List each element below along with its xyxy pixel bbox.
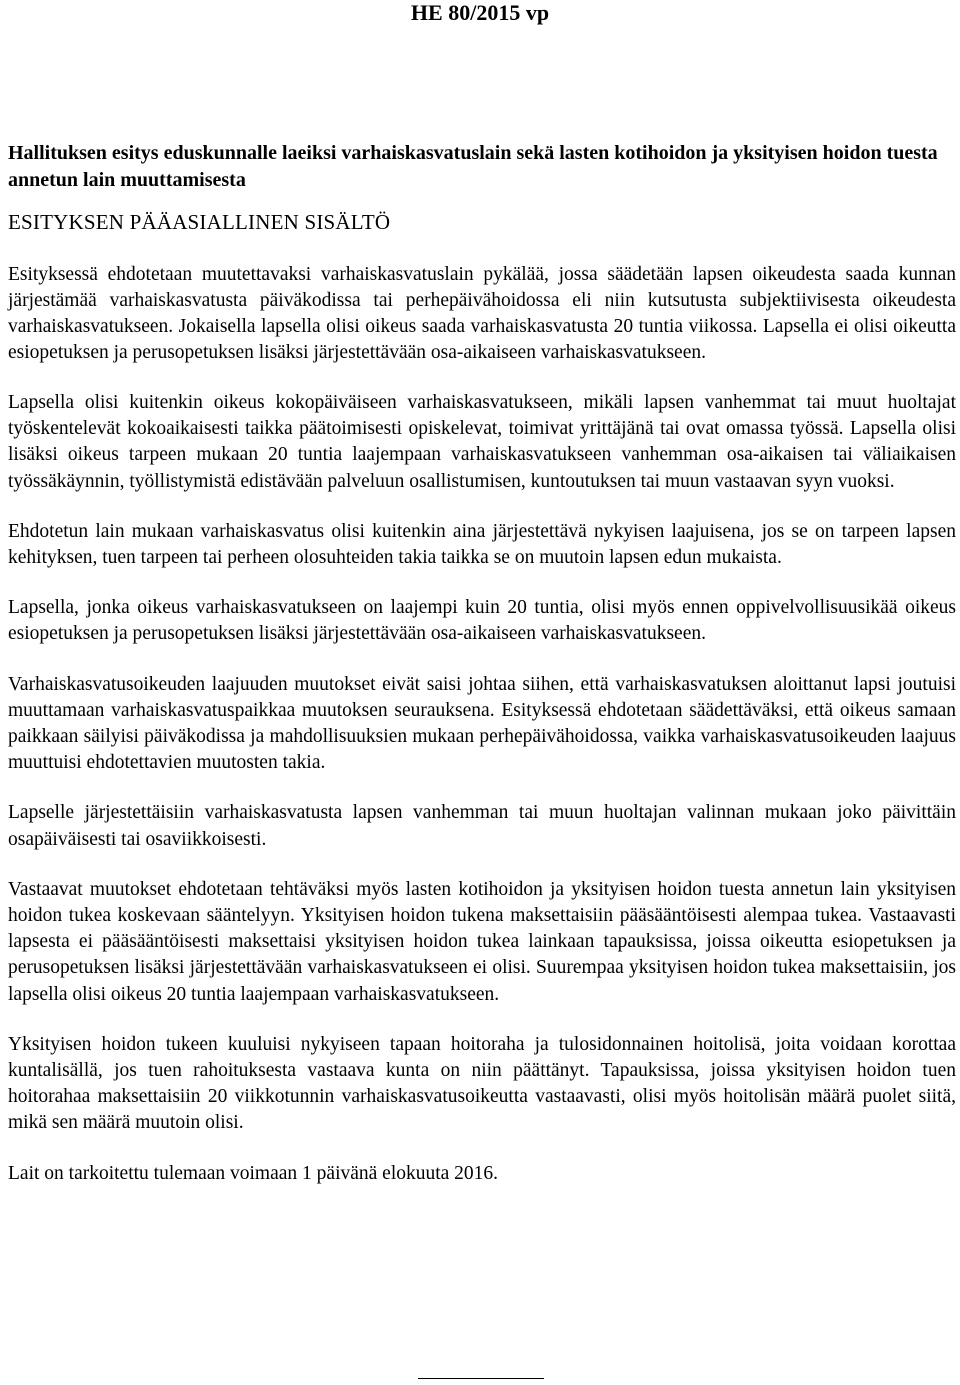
paragraph-2: Lapsella olisi kuitenkin oikeus kokopäiväiseen varhaiskasvatukseen, mikäli lapsen vanhemmat tai muut huoltajat työskentelevät kokoaikaisesti taikka päätoimisesti opiskelevat, toimivat yrittäjänä tai ovat omassa työssä. Lapsella olisi lisäksi oikeus tarpeen mukaan 20 tuntia laajempaan varhaiskasvatukseen vanhemman osa-aikaisen tai väliaikaisen työssäkäynnin, työllistymistä edistävään palveluun osallistumisen, kuntoutuksen tai muun vastaavan syyn vuoksi. [8, 392, 956, 492]
paragraph-6: Lapselle järjestettäisiin varhaiskasvatusta lapsen vanhemman tai muun huoltajan valinnan mukaan joko päivittäin osapäiväisesti tai osaviikkoisesti. [8, 802, 956, 850]
document-id: HE 80/2015 vp [410, 0, 550, 25]
paragraph-3: Ehdotetun lain mukaan varhaiskasvatus olisi kuitenkin aina järjestettävä nykyisen laajuisena, jos se on tarpeen lapsen kehityksen, tuen tarpeen tai perheen olosuhteiden takia taikka se on muutoin lapsen edun mukaista. [8, 520, 956, 569]
body-text [8, 262, 956, 1211]
document-title: Hallituksen esitys eduskunnalle laeiksi varhaiskasvatuslain sekä lasten kotihoidon ja yksityisen hoidon tuesta annetun lain muuttamisesta [8, 142, 938, 191]
paragraph-4: Lapsella, jonka oikeus varhaiskasvatukseen on laajempi kuin 20 tuntia, olisi myös ennen oppivelvollisuusikää oikeus esiopetuksen ja perusopetuksen lisäksi järjestettävään osa-aikaiseen varhaiskasvatukseen. [8, 597, 956, 645]
paragraph-8: Yksityisen hoidon tukeen kuuluisi nykyiseen tapaan hoitoraha ja tulosidonnainen hoitolisä, joita voidaan korottaa kuntalisällä, jos tuen rahoituksesta vastaava kunta on niin päättänyt. Tapauksissa, joissa yksityisen hoidon tuen hoitorahaa maksettaisiin 20 viikkotunnin varhaiskasvatusoikeutta vastaavasti, olisi myös hoitolisän määrä puolet siitä, mikä sen määrä muutoin olisi. [8, 1033, 956, 1134]
end-separator-line [418, 1378, 544, 1379]
paragraph-9: Lait on tarkoitettu tulemaan voimaan 1 päivänä elokuuta 2016. [8, 1162, 499, 1184]
paragraph-1: Esityksessä ehdotetaan muutettavaksi varhaiskasvatuslain pykälää, jossa säädetään lapsen oikeudesta saada kunnan järjestämää varhaiskasvatusta päiväkodissa tai perhepäivähoidossa eli niin kutsutusta subjektiivisesta oikeudesta varhaiskasvatukseen. Jokaisella lapsella olisi oikeus saada varhaiskasvatusta 20 tuntia viikossa. Lapsella ei olisi oikeutta esiopetuksen ja perusopetuksen lisäksi järjestettävään osa-aikaiseen varhaiskasvatukseen. [8, 264, 956, 363]
paragraph-5: Varhaiskasvatusoikeuden laajuuden muutokset eivät saisi johtaa siihen, että varhaiskasvatuksen aloittanut lapsi joutuisi muuttamaan varhaiskasvatuspaikkaa muutoksen seurauksena. Esityksessä ehdotetaan säädettäväksi, että oikeus samaan paikkaan säilyisi päiväkodissa ja mahdollisuuksien mukaan perhepäivähoidossa, vaikka varhaiskasvatusoikeuden laajuus muuttuisi ehdotettavien muutosten takia. [8, 673, 956, 774]
paragraph-7: Vastaavat muutokset ehdotetaan tehtäväksi myös lasten kotihoidon ja yksityisen hoidon tuesta annetun lain yksityisen hoidon tukea koskevaan sääntelyyn. Yksityisen hoidon tukena maksettaisiin pääsääntöisesti alempaa tukea. Vastaavasti lapsesta ei pääsääntöisesti maksettaisi yksityisen hoidon tukea lainkaan tapauksissa, joissa oikeutta esiopetuksen ja perusopetuksen lisäksi järjestettävään varhaiskasvatukseen ei olisi. Suurempaa yksityisen hoidon tukea maksettaisiin, jos lapsella olisi oikeus 20 tuntia laajempaan varhaiskasvatukseen. [8, 878, 956, 1005]
section-heading: ESITYKSEN PÄÄASIALLINEN SISÄLTÖ [8, 210, 391, 234]
